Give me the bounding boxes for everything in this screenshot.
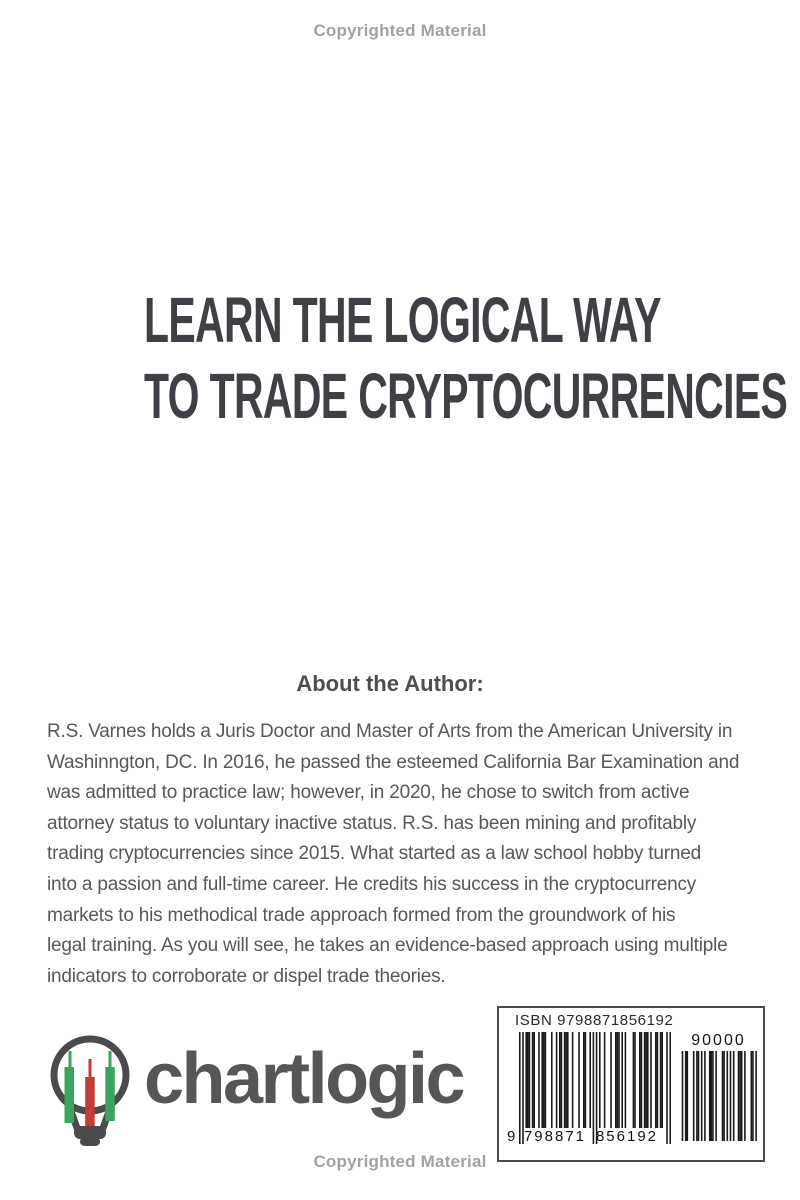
bio-line: attorney status to voluntary inactive status. R.S. has been mining and profitably	[47, 812, 697, 834]
about-author-heading: About the Author:	[296, 671, 484, 696]
bio-line: trading cryptocurrencies since 2015. What started as a law school hobby turned	[47, 843, 701, 865]
bio-line: legal training. As you will see, he takes an evidence-based approach using multiple	[47, 935, 728, 957]
ean13-barcode	[507, 1032, 671, 1144]
bio-line: into a passion and full-time career. He credits his success in the cryptocurrency	[47, 873, 697, 895]
ean5-bars	[680, 1051, 757, 1141]
ean13-digits	[507, 1128, 663, 1145]
ean5-supplement	[680, 1032, 757, 1141]
copyright-notice-top: Copyrighted Material	[313, 21, 487, 40]
bio-line: R.S. Varnes holds a Juris Doctor and Master of Arts from the American University in	[47, 721, 733, 742]
ean13-digit-group: 856192	[595, 1128, 659, 1145]
copyright-notice-bottom: Copyrighted Material	[313, 1152, 487, 1171]
ean13-digit-group: 798871	[523, 1128, 587, 1145]
barcode-row	[507, 1032, 763, 1144]
bio-line: was admitted to practice law; however, in 2020, he chose to switch from active	[47, 782, 690, 804]
book-title	[0, 282, 800, 434]
chartlogic-logo	[44, 1030, 463, 1150]
chartlogic-wordmark: chartlogic	[144, 1039, 464, 1119]
book-title-line-2: TO TRADE CRYPTOCURRENCIES	[144, 360, 788, 432]
lightbulb-candlestick-icon	[44, 1030, 136, 1150]
ean5-value: 90000	[691, 1032, 746, 1049]
bio-line: markets to his methodical trade approach formed from the groundwork of his	[47, 904, 676, 926]
isbn-barcode-box	[497, 1006, 765, 1162]
bio-line: Washinngton, DC. In 2016, he passed the esteemed California Bar Examination and	[47, 751, 740, 773]
bio-line: indicators to corroborate or dispel trade theories.	[47, 965, 446, 987]
author-bio	[47, 717, 762, 992]
book-title-line-1: LEARN THE LOGICAL WAY	[144, 284, 661, 356]
ean13-digit-group: 9	[507, 1128, 516, 1145]
isbn-label: ISBN 9798871856192	[515, 1012, 674, 1029]
